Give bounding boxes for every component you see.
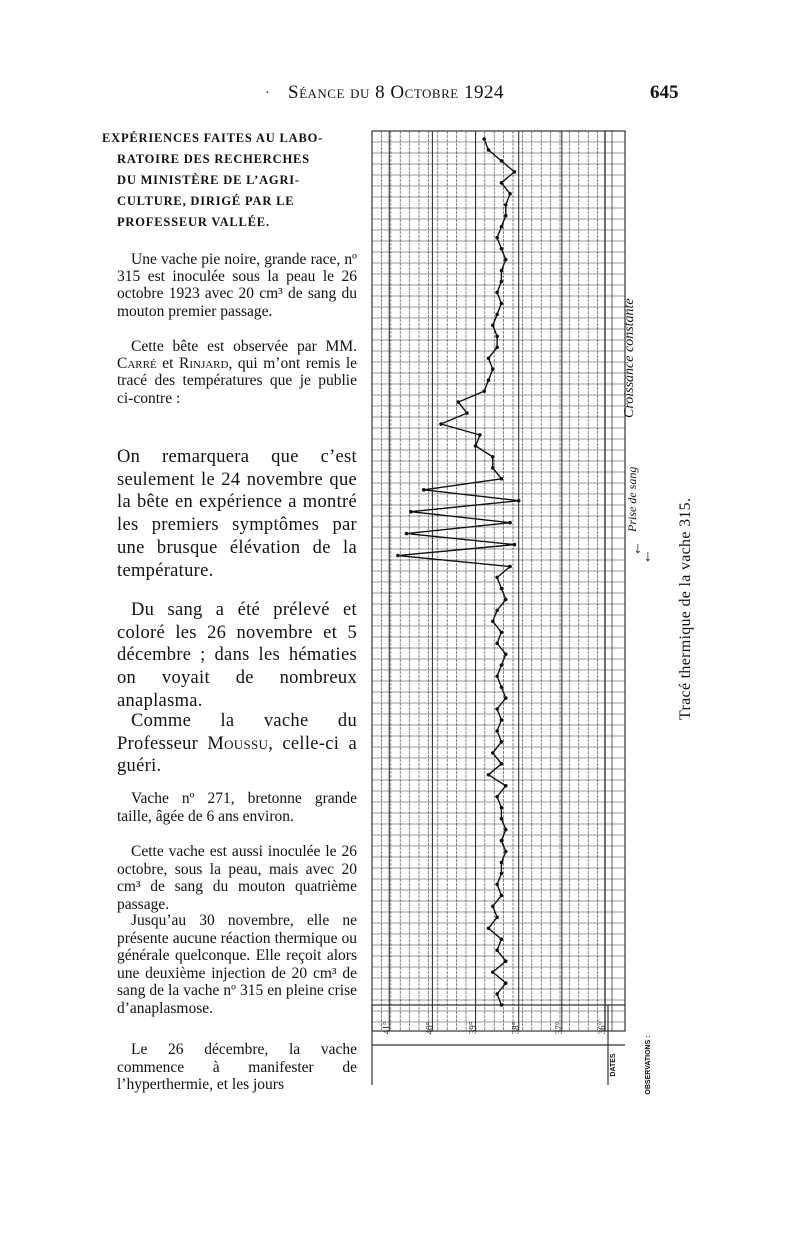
temperature-point [495, 641, 499, 645]
temperature-point [456, 400, 460, 404]
temperature-point [495, 313, 499, 317]
temperature-point [491, 905, 495, 909]
heading-line: CULTURE, DIRIGÉ PAR LE [117, 194, 295, 208]
temperature-point [504, 203, 508, 207]
down-arrow-icon: ↓ [644, 548, 652, 565]
text-run: , qui m’ont remis le tracé des températures que je publie ci-contre : [117, 355, 358, 407]
temperature-point [465, 411, 469, 415]
temperature-point [487, 148, 491, 152]
temperature-point [491, 466, 495, 470]
temperature-point [487, 773, 491, 777]
temperature-point [495, 576, 499, 580]
text-run: Cette bête est observée par MM. [131, 338, 357, 355]
temperature-point [500, 477, 504, 481]
temperature-point [517, 499, 521, 503]
paragraph: Vache nº 271, bretonne grande taille, âgée de 6 ans environ. [117, 790, 357, 825]
temperature-point [491, 367, 495, 371]
temperature-point [500, 630, 504, 634]
temperature-point [500, 1003, 504, 1007]
temperature-point [487, 926, 491, 930]
author-name: Rinjard [179, 355, 229, 373]
temperature-tick-label: 41° [381, 1021, 392, 1035]
temperature-point [491, 620, 495, 624]
figure-caption: Tracé thermique de la vache 315. [677, 497, 694, 720]
author-name: Moussu [207, 733, 269, 754]
temperature-point [409, 510, 413, 514]
temperature-point [500, 225, 504, 229]
dates-row-label: DATES [610, 1053, 617, 1077]
temperature-point [495, 883, 499, 887]
temperature-point [495, 345, 499, 349]
paragraph: Le 26 décembre, la vache commence à manifester de l’hyperthermie, et les jours [117, 1041, 357, 1094]
temperature-point [495, 335, 499, 339]
temperature-point [508, 192, 512, 196]
temperature-point [500, 762, 504, 766]
annotation-constante: Croissance constante [622, 298, 637, 418]
author-name: Carré [117, 355, 157, 373]
temperature-point [500, 806, 504, 810]
temperature-point [495, 992, 499, 996]
temperature-point [500, 839, 504, 843]
header-dot: · [265, 86, 270, 101]
temperature-point [487, 356, 491, 360]
temperature-point [422, 488, 426, 492]
temperature-point [482, 137, 486, 141]
temperature-point [508, 521, 512, 525]
temperature-point [504, 598, 508, 602]
text-run: et [156, 355, 179, 373]
temperature-point [495, 609, 499, 613]
header-title: Séance du 8 Octobre 1924 [288, 82, 504, 103]
temperature-point [513, 170, 517, 174]
temperature-point [495, 948, 499, 952]
paragraph: Une vache pie noire, grande race, nº 315 est inoculée sous la peau le 26 octobre 1923 avec 20 cm³ de sang du mouton premier passage. [117, 251, 357, 320]
temperature-point [405, 532, 409, 536]
paragraph: Cette vache est aussi inoculée le 26 octobre, sous la peau, mais avec 20 cm³ de sang du mouton quatrième passage. [117, 843, 357, 913]
temperature-point [491, 324, 495, 328]
temperature-point [495, 916, 499, 920]
temperature-point [504, 214, 508, 218]
page-number: 645 [650, 82, 679, 103]
temperature-tick-label: 40° [424, 1021, 435, 1035]
temperature-point [482, 389, 486, 393]
temperature-point [500, 181, 504, 185]
temperature-point [504, 981, 508, 985]
temperature-tick-label: 36° [597, 1021, 607, 1035]
temperature-point [500, 872, 504, 876]
temperature-point [504, 959, 508, 963]
temperature-point [500, 269, 504, 273]
temperature-point [500, 587, 504, 591]
temperature-point [491, 970, 495, 974]
temperature-point [500, 280, 504, 284]
temperature-line [398, 139, 519, 1005]
temperature-point [495, 674, 499, 678]
temperature-point [500, 861, 504, 865]
temperature-point [491, 455, 495, 459]
temperature-point [500, 894, 504, 898]
temperature-point [396, 554, 400, 558]
heading-line: DU MINISTÈRE DE L’AGRI- [117, 173, 300, 187]
temperature-point [500, 302, 504, 306]
temperature-point [500, 159, 504, 163]
temperature-point [491, 751, 495, 755]
temperature-tick-label: 37° [553, 1021, 564, 1035]
heading-line: RATOIRE DES RECHERCHES [117, 152, 310, 166]
temperature-point [500, 718, 504, 722]
temperature-point [487, 378, 491, 382]
paragraph: On remarquera que c’est seulement le 24 novembre que la bête en expérience a montré les premiers symptômes par une brusque élévation de la température. [117, 447, 357, 581]
temperature-point [478, 433, 482, 437]
section-heading [102, 128, 357, 233]
temperature-point [495, 291, 499, 295]
annotation-prise-de-sang: Prise de sang [625, 466, 639, 532]
temperature-point [504, 850, 508, 854]
observations-row-label: OBSERVATIONS : [645, 1035, 652, 1095]
temperature-point [495, 795, 499, 799]
temperature-point [504, 258, 508, 262]
temperature-point [513, 543, 517, 547]
heading-line: PROFESSEUR VALLÉE. [117, 215, 270, 229]
temperature-point [500, 817, 504, 821]
paragraph [117, 710, 357, 778]
temperature-point [495, 729, 499, 733]
temperature-point [474, 444, 478, 448]
temperature-point [500, 740, 504, 744]
temperature-tick-label: 38° [510, 1021, 521, 1035]
temperature-point [504, 828, 508, 832]
temperature-point [504, 696, 508, 700]
temperature-point [500, 685, 504, 689]
temperature-point [504, 784, 508, 788]
paragraph: Du sang a été prélevé et coloré les 26 novembre et 5 décembre ; dans les hématies on voyait de nombreux anaplasma. [117, 600, 357, 711]
temperature-tick-label: 39° [467, 1021, 478, 1035]
temperature-point [500, 663, 504, 667]
text-run: Comme la vache du Professeur [117, 711, 357, 754]
temperature-point [508, 565, 512, 569]
temperature-point [500, 247, 504, 251]
text-run: , celle-ci a guéri. [117, 733, 357, 777]
heading-line: EXPÉRIENCES FAITES AU LABO- [102, 131, 324, 145]
temperature-point [504, 652, 508, 656]
temperature-point [439, 422, 443, 426]
running-header [0, 80, 800, 108]
temperature-point [500, 937, 504, 941]
temperature-point [495, 707, 499, 711]
paragraph [117, 338, 357, 407]
temperature-point [495, 236, 499, 240]
paragraph: Jusqu’au 30 novembre, elle ne présente aucune réaction thermique ou générale quelconque. Elle reçoit alors une deuxième injection de 20 cm³ de sang de la vache nº 315 en pleine crise d’anaplasmose. [117, 912, 357, 1017]
down-arrow-icon: ↓ [634, 540, 642, 557]
